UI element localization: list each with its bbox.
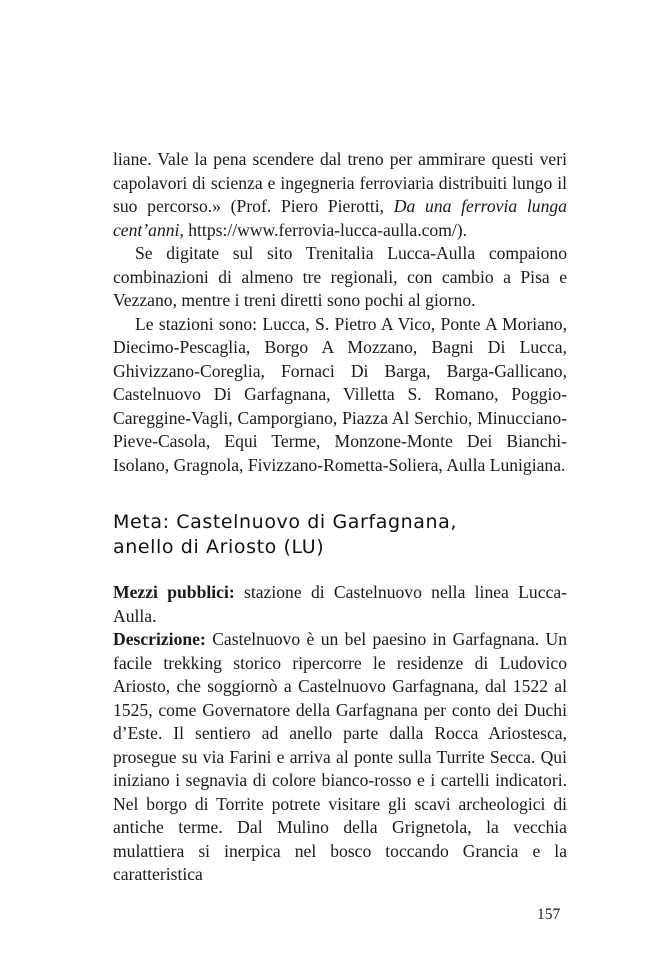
page-number: 157	[537, 906, 561, 923]
quote-text: liane. Vale la pena scendere dal treno per ammirare questi veri capolavori di scienza e ingegneria ferroviaria distribuiti lungo il suo percorso.» (Prof. Piero Pierotti,	[113, 149, 567, 216]
section-body	[113, 581, 567, 887]
paragraph-quote-end	[113, 148, 567, 242]
section-heading	[113, 510, 573, 560]
section-heading-line-1: Meta: Castelnuovo di Garfagnana,	[113, 511, 458, 533]
paragraph-stations: Le stazioni sono: Lucca, S. Pietro A Vico, Ponte A Moriano, Diecimo-Pescaglia, Borgo A Mozzano, Bagni Di Lucca, Ghivizzano-Coreglia, Fornaci Di Barga, Barga-Gallicano, Castelnuovo Di Garfagnana, Villetta S. Romano, Poggio-Careggine-Vagli, Camporgiano, Piazza Al Serchio, Minucciano-Pieve-Casola, Equi Terme, Monzone-Monte Dei Bianchi-Isolano, Gragnola, Fivizzano-Rometta-Soliera, Aulla Lunigiana.	[113, 313, 567, 475]
description-text: Castelnuovo è un bel paesino in Garfagnana. Un facile trekking storico ripercorre le residenze di Ludovico Ariosto, che soggiornò a Castelnuovo Garfagnana, dal 1522 al 1525, come Governatore della Garfagnana per conto dei Duchi d’Este. Il sentiero ad anello parte dalla Rocca Ariostesca, prosegue su via Farini e arriva al ponte sulla Turrite Secca. Qui iniziano i segnavia di colore bianco-rosso e i cartelli indicatori. Nel borgo di Torrite potrete visitare gli scavi archeologici di antiche terme. Dal Mulino della Grignetola, la vecchia mulattiera si inerpica nel bosco toccando Grancia e la caratteristica	[113, 629, 567, 884]
source-url: https://www.ferrovia-lucca-aulla.com/).	[183, 219, 468, 240]
intro-text	[113, 148, 567, 477]
description-paragraph	[113, 628, 567, 887]
paragraph-trenitalia: Se digitate sul sito Trenitalia Lucca-Aulla compaiono combinazioni di almeno tre regionali, con cambio a Pisa e Vezzano, mentre i treni diretti sono pochi al giorno.	[113, 243, 567, 310]
description-label: Descrizione:	[113, 629, 206, 649]
public-transport-label: Mezzi pubblici:	[113, 582, 235, 602]
section-heading-line-2: anello di Ariosto (LU)	[113, 536, 325, 558]
public-transport-text: stazione di Castelnuovo nella linea Lucca-Aulla.	[113, 582, 567, 626]
book-title: Da una ferrovia lunga cent’anni,	[113, 196, 567, 240]
public-transport-paragraph	[113, 581, 567, 628]
